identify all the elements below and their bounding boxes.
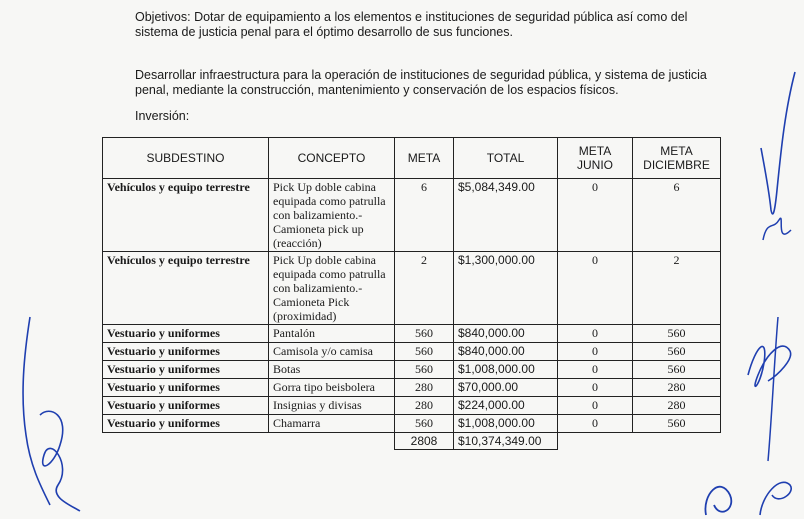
cell-concepto: Pick Up doble cabina equipada como patrulla con balizamiento.- Camioneta pick up (reacción) xyxy=(269,179,395,252)
cell-concepto: Pantalón xyxy=(269,325,395,343)
cell-concepto: Botas xyxy=(269,361,395,379)
cell-total: $1,300,000.00 xyxy=(454,252,558,325)
cell-concepto: Chamarra xyxy=(269,415,395,433)
table-row xyxy=(103,415,721,433)
totals-blank xyxy=(269,433,395,450)
cell-meta-diciembre: 2 xyxy=(633,252,721,325)
header-concepto: CONCEPTO xyxy=(269,138,395,179)
signature-right-bottom xyxy=(700,465,800,519)
cell-meta-junio: 0 xyxy=(558,361,633,379)
cell-subdestino: Vestuario y uniformes xyxy=(103,325,269,343)
cell-concepto: Pick Up doble cabina equipada como patrulla con balizamiento.- Camioneta Pick (proximidad) xyxy=(269,252,395,325)
cell-concepto: Insignias y divisas xyxy=(269,397,395,415)
header-meta-diciembre: META DICIEMBRE xyxy=(633,138,721,179)
table-header-row xyxy=(103,138,721,179)
header-total: TOTAL xyxy=(454,138,558,179)
investment-label: Inversión: xyxy=(135,109,190,123)
investment-table xyxy=(102,137,721,450)
objectives-label: Objetivos: xyxy=(135,10,191,24)
cell-meta-junio: 0 xyxy=(558,343,633,361)
totals-blank xyxy=(558,433,633,450)
table-row xyxy=(103,397,721,415)
cell-meta: 2 xyxy=(395,252,454,325)
cell-subdestino: Vestuario y uniformes xyxy=(103,361,269,379)
cell-meta: 560 xyxy=(395,325,454,343)
totals-total: $10,374,349.00 xyxy=(454,433,558,450)
table-row xyxy=(103,361,721,379)
cell-total: $70,000.00 xyxy=(454,379,558,397)
cell-total: $224,000.00 xyxy=(454,397,558,415)
totals-blank xyxy=(103,433,269,450)
cell-meta-junio: 0 xyxy=(558,379,633,397)
signature-left xyxy=(10,315,85,515)
cell-subdestino: Vestuario y uniformes xyxy=(103,379,269,397)
cell-subdestino: Vestuario y uniformes xyxy=(103,415,269,433)
cell-meta-diciembre: 280 xyxy=(633,397,721,415)
objectives-paragraph xyxy=(135,10,725,40)
table-row xyxy=(103,379,721,397)
cell-subdestino: Vestuario y uniformes xyxy=(103,343,269,361)
table-row xyxy=(103,179,721,252)
cell-meta-diciembre: 280 xyxy=(633,379,721,397)
cell-meta-diciembre: 560 xyxy=(633,415,721,433)
totals-blank xyxy=(633,433,721,450)
cell-meta: 560 xyxy=(395,415,454,433)
signature-right-middle xyxy=(738,315,798,465)
cell-subdestino: Vehículos y equipo terrestre xyxy=(103,252,269,325)
cell-subdestino: Vehículos y equipo terrestre xyxy=(103,179,269,252)
cell-meta-junio: 0 xyxy=(558,415,633,433)
cell-meta: 280 xyxy=(395,397,454,415)
cell-meta-junio: 0 xyxy=(558,179,633,252)
cell-meta: 560 xyxy=(395,343,454,361)
cell-meta-diciembre: 6 xyxy=(633,179,721,252)
cell-total: $1,008,000.00 xyxy=(454,361,558,379)
header-meta-junio: META JUNIO xyxy=(558,138,633,179)
cell-meta-diciembre: 560 xyxy=(633,325,721,343)
cell-concepto: Camisola y/o camisa xyxy=(269,343,395,361)
cell-meta-junio: 0 xyxy=(558,325,633,343)
table-row xyxy=(103,252,721,325)
cell-meta-junio: 0 xyxy=(558,397,633,415)
cell-concepto: Gorra tipo beisbolera xyxy=(269,379,395,397)
cell-meta: 560 xyxy=(395,361,454,379)
infrastructure-paragraph: Desarrollar infraestructura para la operación de instituciones de seguridad pública, y sistema de justicia penal, mediante la construcción, mantenimiento y conservación de los espacios físicos. xyxy=(135,68,707,97)
cell-meta-diciembre: 560 xyxy=(633,343,721,361)
signature-right-top xyxy=(755,70,800,250)
header-subdestino: SUBDESTINO xyxy=(103,138,269,179)
table-row xyxy=(103,343,721,361)
table-row xyxy=(103,325,721,343)
cell-total: $5,084,349.00 xyxy=(454,179,558,252)
cell-total: $840,000.00 xyxy=(454,325,558,343)
totals-row xyxy=(103,433,721,450)
cell-meta: 280 xyxy=(395,379,454,397)
cell-total: $840,000.00 xyxy=(454,343,558,361)
objectives-text: Dotar de equipamiento a los elementos e instituciones de seguridad pública así como del sistema de justicia penal para el óptimo desarrollo de sus funciones. xyxy=(135,10,688,39)
cell-total: $1,008,000.00 xyxy=(454,415,558,433)
header-meta: META xyxy=(395,138,454,179)
cell-meta: 6 xyxy=(395,179,454,252)
cell-meta-diciembre: 560 xyxy=(633,361,721,379)
cell-subdestino: Vestuario y uniformes xyxy=(103,397,269,415)
cell-meta-junio: 0 xyxy=(558,252,633,325)
totals-meta: 2808 xyxy=(395,433,454,450)
